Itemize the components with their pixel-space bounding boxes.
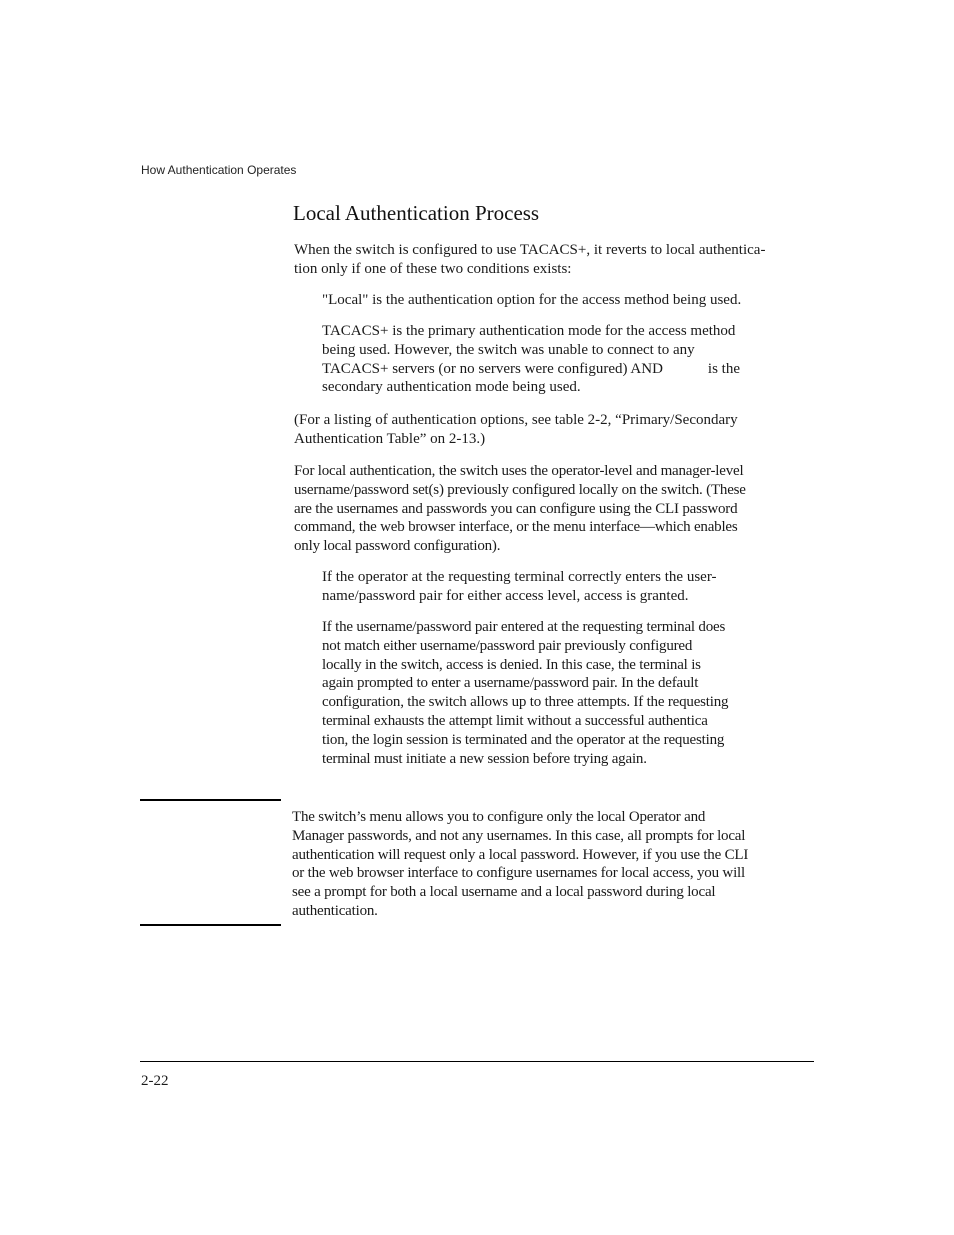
- intro-line: tion only if one of these two conditions exists:: [294, 260, 572, 277]
- local-auth-line: For local authentication, the switch uses the operator-level and manager-level: [294, 463, 744, 479]
- outcome-line: If the username/password pair entered at the requesting terminal does: [322, 619, 726, 635]
- outcome-line: terminal must initiate a new session before trying again.: [322, 750, 647, 767]
- reference-paragraph: [294, 411, 738, 449]
- outcome-item-granted: [322, 568, 717, 606]
- local-auth-line: are the usernames and passwords you can configure using the CLI password: [294, 500, 738, 517]
- condition-line: TACACS+ servers (or no servers were configured) AND is the: [322, 360, 741, 377]
- local-auth-line: only local password configuration).: [294, 538, 501, 555]
- page-number: 2-22: [141, 1073, 169, 1089]
- reference-line: Authentication Table” on 2-13.): [294, 430, 486, 447]
- condition-line: secondary authentication mode being used.: [322, 379, 581, 396]
- outcome-line: configuration, the switch allows up to three attempts. If the requesting: [322, 694, 729, 711]
- note-line: see a prompt for both a local username and a local password during local: [292, 884, 716, 901]
- condition-line: "Local" is the authentication option for the access method being used.: [322, 292, 742, 308]
- condition-item-local: [322, 291, 741, 310]
- running-header: How Authentication Operates: [141, 163, 297, 177]
- outcome-line: tion, the login session is terminated and the operator at the requesting: [322, 731, 725, 748]
- footer-rule: [140, 1061, 814, 1062]
- note-bottom-rule: [140, 924, 281, 926]
- note-line: authentication.: [292, 902, 378, 919]
- local-auth-paragraph: [294, 462, 746, 556]
- outcome-line: If the operator at the requesting terminal correctly enters the user-: [322, 569, 717, 585]
- note-line: The switch’s menu allows you to configure only the local Operator and: [292, 809, 706, 825]
- outcome-item-denied: [322, 618, 728, 768]
- outcome-line: terminal exhausts the attempt limit without a successful authentica: [322, 712, 708, 729]
- note-line: authentication will request only a local password. However, if you use the CLI: [292, 846, 749, 863]
- outcome-line: name/password pair for either access level, access is granted.: [322, 587, 689, 604]
- section-title: Local Authentication Process: [293, 201, 540, 225]
- condition-line: TACACS+ is the primary authentication mode for the access method: [322, 323, 736, 339]
- local-auth-line: command, the web browser interface, or the menu interface—which enables: [294, 519, 738, 536]
- reference-line: (For a listing of authentication options, see table 2-2, “Primary/Secondary: [294, 412, 738, 428]
- condition-line: being used. However, the switch was unable to connect to any: [322, 341, 695, 358]
- outcome-line: locally in the switch, access is denied. In this case, the terminal is: [322, 656, 701, 673]
- note-top-rule: [140, 799, 281, 801]
- note-line: Manager passwords, and not any usernames. In this case, all prompts for local: [292, 827, 746, 844]
- note-paragraph: [292, 808, 748, 921]
- outcome-line: not match either username/password pair previously configured: [322, 637, 693, 654]
- note-line: or the web browser interface to configure usernames for local access, you will: [292, 865, 745, 882]
- intro-line: When the switch is configured to use TACACS+, it reverts to local authentica-: [294, 242, 766, 258]
- outcome-line: again prompted to enter a username/password pair. In the default: [322, 675, 699, 692]
- local-auth-line: username/password set(s) previously configured locally on the switch. (These: [294, 481, 746, 498]
- condition-item-tacacs: [322, 322, 740, 397]
- intro-paragraph: [294, 241, 765, 279]
